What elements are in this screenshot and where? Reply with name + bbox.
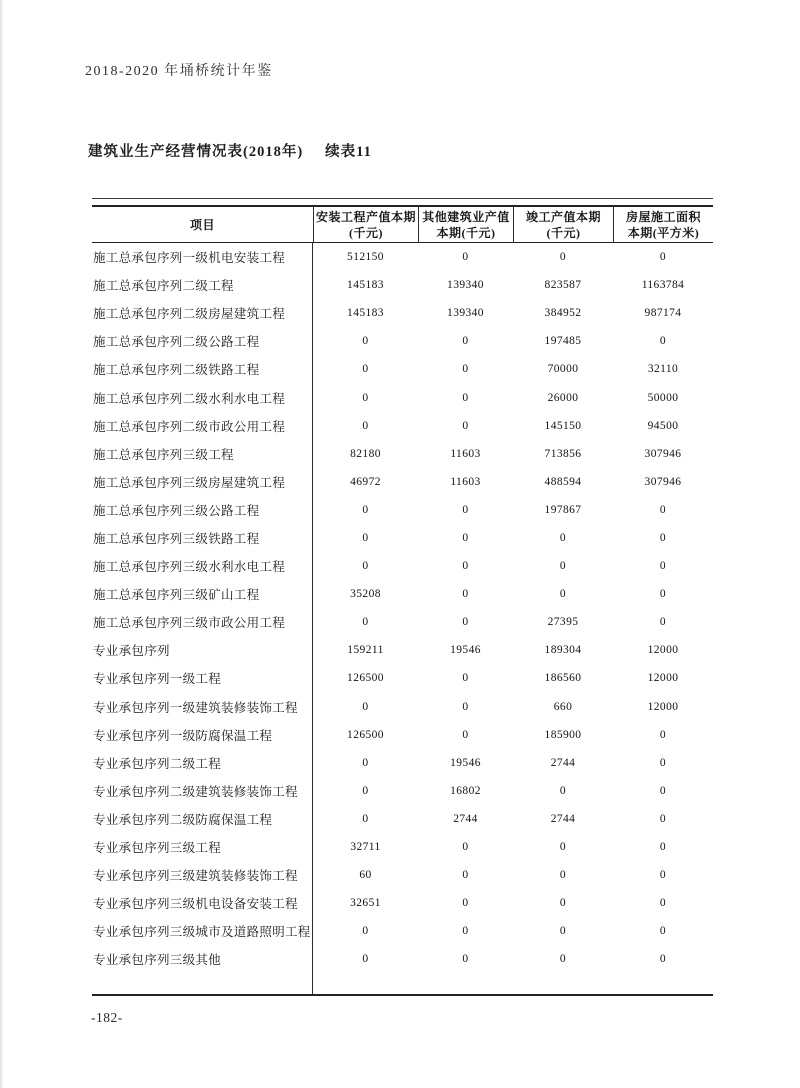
row-label: 施工总承包序列二级工程 [92,271,313,299]
cell-value: 0 [362,812,369,825]
table-row [92,440,713,468]
cell-value: 823587 [544,279,582,292]
table-row [92,749,713,777]
row-label: 施工总承包序列三级房屋建筑工程 [92,468,313,496]
row-label: 施工总承包序列二级房屋建筑工程 [92,299,313,327]
table-row [92,412,713,440]
cell-value: 0 [462,560,469,573]
table-row [92,299,713,327]
cell-value: 0 [559,784,567,797]
cell-value: 0 [659,841,667,854]
cell-value: 46972 [350,475,381,488]
cell-value: 0 [659,756,667,769]
table-row [92,636,713,664]
cell-value: 32110 [647,363,679,376]
cell-value: 139340 [447,307,484,320]
table-row [92,833,713,861]
cell-value: 197867 [544,503,582,516]
row-label: 专业承包序列二级建筑装修装饰工程 [92,777,313,805]
table-row [92,383,713,411]
cell-value: 11603 [450,475,481,488]
cell-value: 26000 [547,391,579,404]
cell-value: 384952 [544,307,582,320]
cell-value: 0 [462,588,469,601]
cell-value: 713856 [544,447,582,460]
table-row [92,496,713,524]
cell-value: 2744 [453,812,478,825]
cell-value: 12000 [647,644,679,657]
cell-value: 0 [559,841,567,854]
cell-value: 0 [462,616,469,629]
row-label: 施工总承包序列三级公路工程 [92,496,313,524]
row-label: 施工总承包序列三级水利水电工程 [92,552,313,580]
row-label: 专业承包序列三级建筑装修装饰工程 [92,861,313,889]
row-label: 施工总承包序列三级矿山工程 [92,580,313,608]
cell-value: 0 [362,560,369,573]
cell-value: 12000 [647,700,679,713]
table-header-row [92,207,713,243]
cell-value: 0 [362,700,369,713]
cell-value: 189304 [544,644,582,657]
cell-value: 0 [362,756,369,769]
cell-value: 0 [462,672,469,685]
row-label: 专业承包序列三级城市及道路照明工程 [92,917,313,945]
cell-value: 0 [659,897,667,910]
cell-value: 27395 [547,616,579,629]
table-row [92,721,713,749]
cell-value: 987174 [644,307,682,320]
table-row [92,243,713,271]
cell-value: 0 [462,503,469,516]
cell-value: 0 [659,251,667,264]
cell-value: 82180 [350,447,381,460]
cell-value: 0 [462,251,469,264]
cell-value: 0 [559,953,567,966]
cell-value: 0 [462,531,469,544]
cell-value: 145183 [347,307,384,320]
table-title-continuation: 续表11 [325,144,372,160]
cell-value: 0 [462,869,469,882]
table-row [92,580,713,608]
cell-value: 185900 [544,728,582,741]
table-title [88,140,372,161]
cell-value: 35208 [350,588,381,601]
cell-value: 307946 [644,447,682,460]
cell-value: 145150 [544,419,582,432]
yearbook-header: 2018-2020 年埇桥统计年鉴 [85,64,273,79]
cell-value: 126500 [347,672,384,685]
column-header-floor-space: 房屋施工面积 本期(平方米) [613,207,713,242]
cell-value: 660 [553,700,573,713]
cell-value: 60 [359,869,372,882]
cell-value: 0 [559,560,567,573]
table-row [92,889,713,917]
table-row [92,524,713,552]
cell-value: 0 [559,869,567,882]
cell-value: 0 [559,251,567,264]
cell-value: 0 [659,953,667,966]
cell-value: 0 [659,503,667,516]
cell-value: 0 [559,588,567,601]
row-label: 施工总承包序列一级机电安装工程 [92,243,313,271]
row-label: 专业承包序列三级机电设备安装工程 [92,889,313,917]
cell-value: 0 [659,560,667,573]
cell-value: 0 [462,953,469,966]
cell-value: 0 [462,897,469,910]
table-row [92,608,713,636]
cell-value: 0 [659,616,667,629]
cell-value: 0 [362,953,369,966]
cell-value: 0 [462,700,469,713]
table-row [92,468,713,496]
cell-value: 0 [659,531,667,544]
cell-value: 0 [362,335,369,348]
cell-value: 197485 [544,335,582,348]
cell-value: 0 [362,391,369,404]
cell-value: 0 [462,335,469,348]
row-label: 施工总承包序列二级水利水电工程 [92,383,313,411]
cell-value: 0 [659,869,667,882]
row-label: 施工总承包序列二级市政公用工程 [92,412,313,440]
cell-value: 0 [362,531,369,544]
row-label: 施工总承包序列三级铁路工程 [92,524,313,552]
cell-value: 0 [362,925,369,938]
cell-value: 0 [659,728,667,741]
cell-value: 0 [659,784,667,797]
cell-value: 32711 [350,841,381,854]
row-label: 专业承包序列二级工程 [92,749,313,777]
cell-value: 0 [462,841,469,854]
cell-value: 12000 [647,672,679,685]
row-label: 专业承包序列三级其他 [92,945,313,973]
cell-value: 307946 [644,475,682,488]
column-header-completed-output: 竣工产值本期 (千元) [513,207,613,242]
table-row [92,664,713,692]
table-row [92,861,713,889]
table-row [92,805,713,833]
row-label: 施工总承包序列三级市政公用工程 [92,608,313,636]
scan-edge-shadow [0,0,4,1088]
table-row [92,693,713,721]
cell-value: 50000 [647,391,679,404]
table-row [92,327,713,355]
cell-value: 0 [362,363,369,376]
cell-value: 0 [462,391,469,404]
table-row [92,271,713,299]
cell-value: 19546 [450,756,481,769]
cell-value: 2744 [550,812,576,825]
cell-value: 94500 [647,419,679,432]
cell-value: 0 [659,812,667,825]
cell-value: 0 [659,588,667,601]
row-label: 专业承包序列 [92,636,313,664]
row-label: 专业承包序列三级工程 [92,833,313,861]
cell-value: 0 [362,616,369,629]
cell-value: 159211 [347,644,384,657]
row-label: 专业承包序列一级工程 [92,664,313,692]
cell-value: 0 [362,503,369,516]
cell-value: 139340 [447,279,484,292]
cell-value: 19546 [450,644,481,657]
cell-value: 0 [559,897,567,910]
cell-value: 186560 [544,672,582,685]
column-header-other-construction-output: 其他建筑业产值 本期(千元) [418,207,513,242]
row-label: 专业承包序列一级建筑装修装饰工程 [92,693,313,721]
cell-value: 32651 [350,897,381,910]
table-row [92,917,713,945]
statistics-table [92,198,713,996]
cell-value: 126500 [347,728,384,741]
row-label: 施工总承包序列二级公路工程 [92,327,313,355]
column-header-installation-output: 安装工程产值本期 (千元) [313,207,418,242]
row-label: 施工总承包序列二级铁路工程 [92,355,313,383]
cell-value: 0 [659,925,667,938]
cell-value: 0 [462,925,469,938]
row-label: 施工总承包序列三级工程 [92,440,313,468]
column-header-project: 项目 [189,217,215,232]
table-bottom-rule [92,994,713,996]
cell-value: 512150 [347,251,384,264]
table-title-text: 建筑业生产经营情况表(2018年) [88,144,304,160]
cell-value: 70000 [547,363,579,376]
cell-value: 0 [659,335,667,348]
table-body [92,243,713,973]
cell-value: 0 [462,728,469,741]
table-row [92,355,713,383]
cell-value: 0 [559,925,567,938]
cell-value: 0 [462,363,469,376]
cell-value: 145183 [347,279,384,292]
cell-value: 11603 [450,447,481,460]
cell-value: 0 [462,419,469,432]
cell-value: 0 [362,784,369,797]
page-number: -182- [91,1010,123,1025]
table-row [92,945,713,973]
cell-value: 1163784 [641,279,685,292]
cell-value: 16802 [450,784,481,797]
cell-value: 488594 [544,475,582,488]
cell-value: 0 [362,419,369,432]
cell-value: 2744 [550,756,576,769]
table-bottom-spacer [92,973,713,994]
cell-value: 0 [559,531,567,544]
table-row [92,777,713,805]
table-row [92,552,713,580]
row-label: 专业承包序列二级防腐保温工程 [92,805,313,833]
row-label: 专业承包序列一级防腐保温工程 [92,721,313,749]
